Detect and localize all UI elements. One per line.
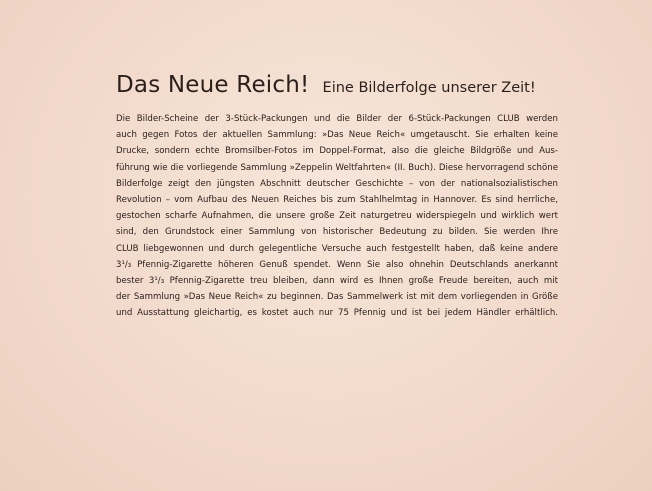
paragraph-line: Bilderfolge zeigt den jüngsten Abschnitt deutscher Geschichte – von der nationalsozialistischen bbox=[116, 178, 558, 189]
title-row bbox=[116, 72, 556, 98]
body-paragraph bbox=[116, 111, 558, 322]
paragraph-line: führung wie die vorliegende Sammlung »Zeppelin Weltfahrten« (II. Buch). Diese hervorragend schöne bbox=[116, 162, 558, 173]
paragraph-line: sind, den Grundstock einer Sammlung von historischer Bedeutung zu bilden. Sie werden Ihre bbox=[116, 227, 558, 238]
paragraph-line: 3¹/₃ Pfennig-Zigarette höheren Genuß spendet. Wenn Sie also ohnehin Deutschlands anerkannt bbox=[116, 259, 558, 270]
paragraph-line: Die Bilder-Scheine der 3-Stück-Packungen und die Bilder der 6-Stück-Packungen CLUB werden bbox=[116, 114, 558, 124]
paragraph-line: auch gegen Fotos der aktuellen Sammlung: »Das Neue Reich« umgetauscht. Sie erhalten keine bbox=[116, 130, 558, 141]
page-title: Das Neue Reich! bbox=[116, 72, 310, 98]
paragraph-line: gestochen scharfe Aufnahmen, die unsere große Zeit naturgetreu widerspiegeln und wirklich wert bbox=[116, 211, 558, 222]
paragraph-line: der Sammlung »Das Neue Reich« zu beginnen. Das Sammelwerk ist mit dem vorliegenden in Größe bbox=[116, 292, 558, 303]
paragraph-line: bester 3¹/₃ Pfennig-Zigarette treu bleiben, dann wird es Ihnen große Freude bereiten, auch mit bbox=[116, 276, 558, 287]
paragraph-line: und Ausstattung gleichartig, es kostet auch nur 75 Pfennig und ist bei jedem Händler erhältlich. bbox=[116, 308, 558, 319]
paragraph-line: Drucke, sondern echte Bromsilber-Fotos im Doppel-Format, also die gleiche Bildgröße und Aus- bbox=[116, 146, 558, 157]
paragraph-line: Revolution – vom Aufbau des Neuen Reiches bis zum Stahlhelmtag in Hannover. Es sind herrliche, bbox=[116, 195, 558, 206]
paragraph-line: CLUB liebgewonnen und durch gelegentliche Versuche auch festgestellt haben, daß keine andere bbox=[116, 243, 558, 254]
page-subtitle: Eine Bilderfolge unserer Zeit! bbox=[322, 80, 536, 96]
